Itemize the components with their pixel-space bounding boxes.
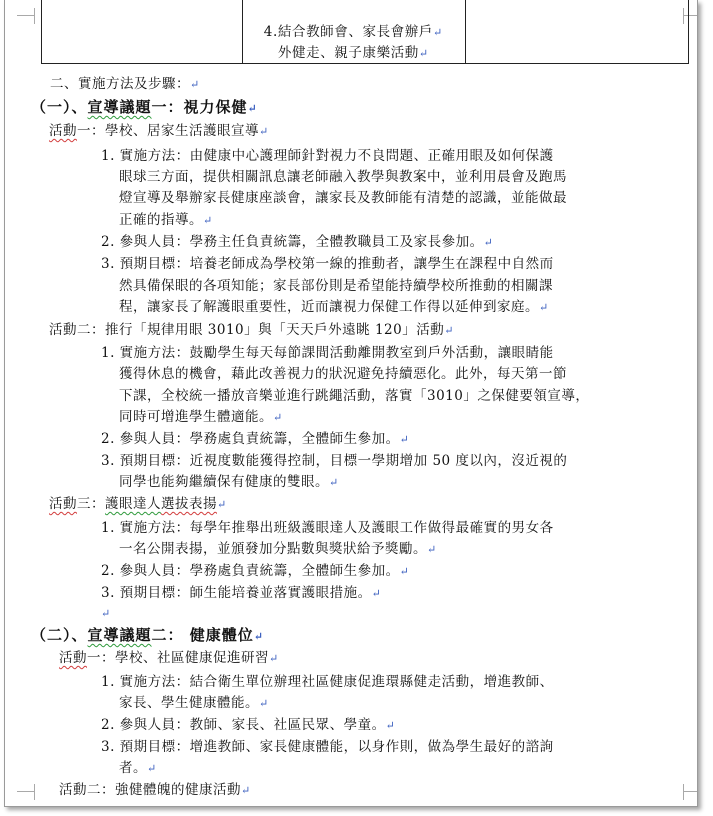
topic1-activity3-label: 活動三：護眼達人選拔表揚↵ <box>49 496 227 512</box>
topic1-activity1-label: 活動一：學校、居家生活護眼宣導↵ <box>49 123 269 139</box>
text-line: 同時可增進學生體適能。↵ <box>119 409 283 425</box>
text-line: 一名公開表揚，並頒發加分點數與獎狀給予獎勵。↵ <box>119 541 437 557</box>
text-line: 下課，全校統一播放音樂並進行跳繩活動，落實「3010」之保健要領宣導， <box>119 388 590 404</box>
text-line: 3. 預期目標：增進教師、家長健康體能，以身作則，做為學生最好的諮詢 <box>101 739 554 755</box>
text-line: 1. 實施方法：結合衛生單位辦理社區健康促進環縣健走活動，增進教師、 <box>101 674 554 690</box>
activity-table <box>41 0 689 64</box>
section-title: 二、實施方法及步驟：↵ <box>50 76 200 92</box>
document-page <box>4 0 698 807</box>
text-line: 者。↵ <box>119 760 157 776</box>
table-cell-left <box>41 0 243 64</box>
text-line: 同學也能夠繼續保有健康的雙眼。↵ <box>119 474 339 490</box>
text-line: 眼球三方面，提供相關訊息讓老師融入教學與教案中，並利用晨會及跑馬 <box>119 169 567 185</box>
topic1-activity3-item-2: 2. 參與人員：學務處負責統籌，全體師生參加。↵ <box>101 563 409 579</box>
table-cell-middle: 4.結合教師會、家長會辦戶↵ 外健走、親子康樂活動↵ <box>241 0 465 64</box>
text-line: 獲得休息的機會，藉此改善視力的狀況避免持續惡化。此外，每天第一節 <box>119 366 567 382</box>
table-cell-text-line1: 4.結合教師會、家長會辦戶 <box>263 24 433 40</box>
text-line: 3. 預期目標：培養老師成為學校第一線的推動者，讓學生在課程中自然而 <box>101 256 554 272</box>
text-line: 家長、學生健康體能。↵ <box>119 695 269 711</box>
text-line: 1. 實施方法：由健康中心護理師針對視力不良問題、正確用眼及如何保護 <box>101 148 554 164</box>
text-line: 正確的指導。↵ <box>119 212 213 228</box>
topic1-activity2-item-2: 2. 參與人員：學務處負責統籌，全體師生參加。↵ <box>101 431 409 447</box>
crop-mark-top-left <box>17 8 35 24</box>
topic1-heading: （一）、宣導議題一：視力保健↵ <box>31 98 257 116</box>
crop-mark-bottom-left <box>17 784 35 800</box>
crop-mark-bottom-right <box>683 784 698 800</box>
table-cell-text-line2: 外健走、親子康樂活動 <box>277 45 419 61</box>
table-cell-right <box>465 0 689 64</box>
topic2-activity1-item-2: 2. 參與人員：教師、家長、社區民眾、學童。↵ <box>101 717 395 733</box>
topic1-activity1-item-2: 2. 參與人員：學務主任負責統籌，全體教職員工及家長參加。↵ <box>101 234 493 250</box>
text-line: 1. 實施方法：每學年推舉出班級護眼達人及護眼工作做得最確實的男女各 <box>101 520 554 536</box>
topic2-activity2-label: 活動二：強健體魄的健康活動↵ <box>59 782 251 798</box>
topic1-activity3-item-3: 3. 預期目標：師生能培養並落實護眼措施。↵ <box>101 585 381 601</box>
text-line: 燈宣導及舉辦家長健康座談會，讓家長及教師能有清楚的認識，並能做最 <box>119 190 567 206</box>
topic1-activity2-label: 活動二：推行「規律用眼 3010」與「天天戶外遠眺 120」活動↵ <box>49 322 454 338</box>
empty-paragraph: ↵ <box>101 607 111 620</box>
topic2-activity1-label: 活動一：學校、社區健康促進研習↵ <box>59 650 279 666</box>
text-line: 1. 實施方法：鼓勵學生每天每節課間活動離開教室到戶外活動，讓眼睛能 <box>101 345 554 361</box>
topic2-heading: （二）、宣導議題二： 健康體位↵ <box>31 626 263 644</box>
text-line: 然具備保眼的各項知能；家長部份則是希望能持續學校所推動的相關課 <box>119 278 553 294</box>
text-line: 3. 預期目標：近視度數能獲得控制，目標一學期增加 50 度以內，沒近視的 <box>101 453 568 469</box>
text-line: 程，讓家長了解護眼重要性，近而讓視力保健工作得以延伸到家庭。↵ <box>119 299 549 315</box>
